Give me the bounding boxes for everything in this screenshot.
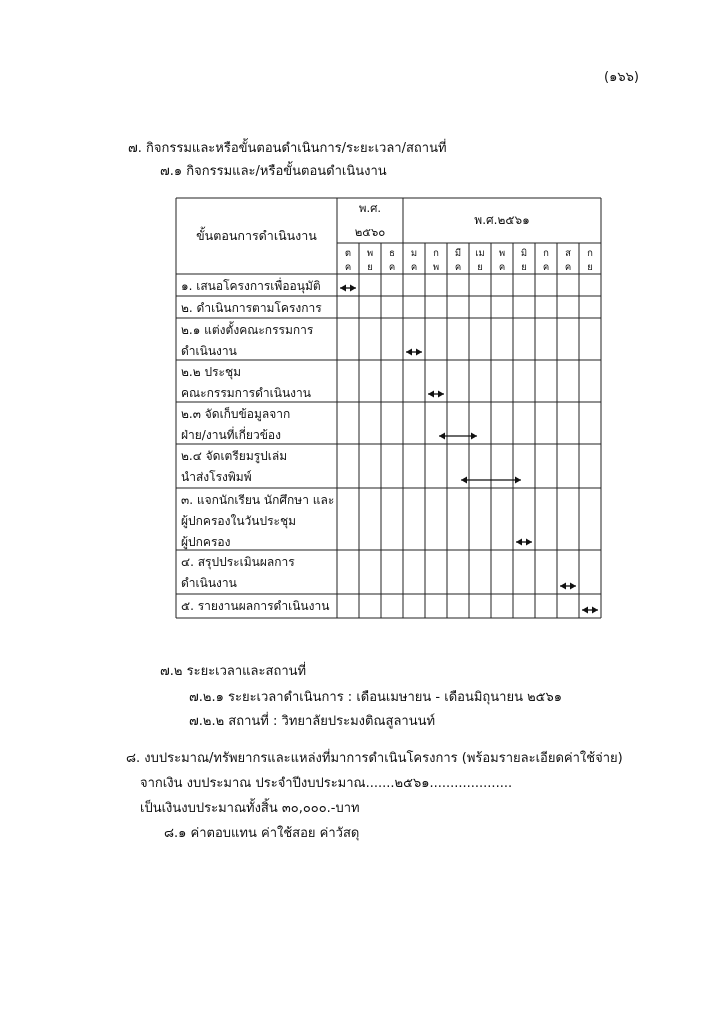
schedule-arrow-head-left (406, 349, 412, 356)
activity-label: ๒.๑ แต่งตั้งคณะกรรมการ (181, 323, 314, 337)
activity-label: ๒.๓ จัดเก็บข้อมูลจาก (181, 407, 291, 421)
month-label: ค (498, 262, 506, 273)
section-8-1-item: ๘.๑ ค่าตอบแทน ค่าใช้สอย ค่าวัสดุ (164, 826, 360, 841)
month-label: ค (454, 262, 462, 273)
month-label: ย (367, 262, 373, 273)
month-label: ก (433, 248, 439, 259)
month-label: พ (498, 248, 506, 259)
month-label: มิ (520, 248, 528, 259)
schedule-arrow-head-left (428, 391, 434, 398)
activity-label: ๓. แจกนักเรียน นักศึกษา และ (181, 493, 335, 507)
year-label: พ.ศ. (358, 201, 382, 215)
month-label: ย (587, 262, 593, 273)
activity-label: คณะกรรมการดำเนินงาน (181, 386, 311, 400)
activity-label: ดำเนินงาน (181, 344, 237, 358)
schedule-arrow-head-right (515, 477, 521, 484)
month-label: เม (475, 248, 485, 259)
schedule-arrow-head-left (560, 583, 566, 590)
activity-label: ๒.๔ จัดเตรียมรูปเล่ม (181, 449, 288, 463)
schedule-arrow-head-left (439, 433, 445, 440)
schedule-arrow-head-right (438, 391, 444, 398)
month-label: มี (454, 248, 462, 259)
activity-label: ๑. เสนอโครงการเพื่ออนุมัติ (181, 279, 321, 293)
month-label: ก (587, 248, 593, 259)
schedule-arrow-head-left (516, 539, 522, 546)
page-number: (๑๖๖) (604, 70, 639, 85)
activity-label: ผู้ปกครองในวันประชุม (181, 514, 297, 528)
section-7-2-heading: ๗.๒ ระยะเวลาและสถานที่ (160, 664, 307, 679)
month-label: ค (344, 262, 352, 273)
month-label: ค (410, 262, 418, 273)
schedule-arrow-head-right (526, 539, 532, 546)
activity-label: ๕. รายงานผลการดำเนินงาน (181, 599, 330, 613)
month-label: พ (366, 248, 374, 259)
month-label: ค (542, 262, 550, 273)
section-7-heading: ๗. กิจกรรมและหรือขั้นตอนดำเนินการ/ระยะเวลา/สถานที่ (128, 141, 447, 156)
month-label: ต (344, 248, 352, 259)
schedule-arrow-head-right (471, 433, 477, 440)
schedule-arrow-head-right (570, 583, 576, 590)
month-label: ม (410, 248, 418, 259)
activity-label: ผู้ปกครอง (181, 535, 231, 549)
section-7-2-2-location: ๗.๒.๒ สถานที่ : วิทยาลัยประมงติณสูลานนท์ (189, 714, 436, 729)
activity-label: นำส่งโรงพิมพ์ (181, 470, 252, 484)
month-label: ย (521, 262, 527, 273)
month-label: ธ (389, 248, 395, 259)
month-label: พ (432, 262, 440, 273)
section-7-1-heading: ๗.๑ กิจกรรมและ/หรือขั้นตอนดำเนินงาน (160, 164, 387, 179)
section-7-2-1-duration: ๗.๒.๑ ระยะเวลาดำเนินการ : เดือนเมษายน - เดือนมิถุนายน ๒๕๖๑ (189, 690, 563, 705)
schedule-arrow-head-left (582, 607, 588, 614)
budget-total-line: เป็นเงินงบประมาณทั้งสิ้น ๓๐,๐๐๐.-บาท (140, 801, 360, 816)
schedule-arrow-head-left (340, 285, 346, 292)
month-label: ค (564, 262, 572, 273)
schedule-arrow-head-left (461, 477, 467, 484)
month-label: ย (477, 262, 483, 273)
month-label: ส (565, 248, 571, 259)
activity-label: ๒.๒ ประชุม (181, 365, 242, 379)
schedule-arrow-head-right (416, 349, 422, 356)
activity-label: ฝ่าย/งานที่เกี่ยวข้อง (181, 428, 281, 442)
year-label: พ.ศ.๒๕๖๑ (474, 213, 530, 227)
step-column-header: ขั้นตอนการดำเนินงาน (196, 228, 317, 243)
schedule-arrow-head-right (592, 607, 598, 614)
schedule-arrow-head-right (350, 285, 356, 292)
month-label: ค (388, 262, 396, 273)
month-label: ก (543, 248, 549, 259)
activity-label: ๒. ดำเนินการตามโครงการ (181, 301, 322, 315)
year-label: ๒๕๖๐ (354, 225, 386, 239)
section-8-heading: ๘. งบประมาณ/ทรัพยากรและแหล่งที่มาการดำเนินโครงการ (พร้อมรายละเอียดค่าใช้จ่าย) (126, 751, 623, 766)
activity-label: ดำเนินงาน (181, 576, 237, 590)
budget-source-line: จากเงิน งบประมาณ ประจำปีงบประมาณ.......๒๕๖๑.................... (140, 776, 513, 791)
activity-label: ๔. สรุปประเมินผลการ (181, 555, 295, 569)
